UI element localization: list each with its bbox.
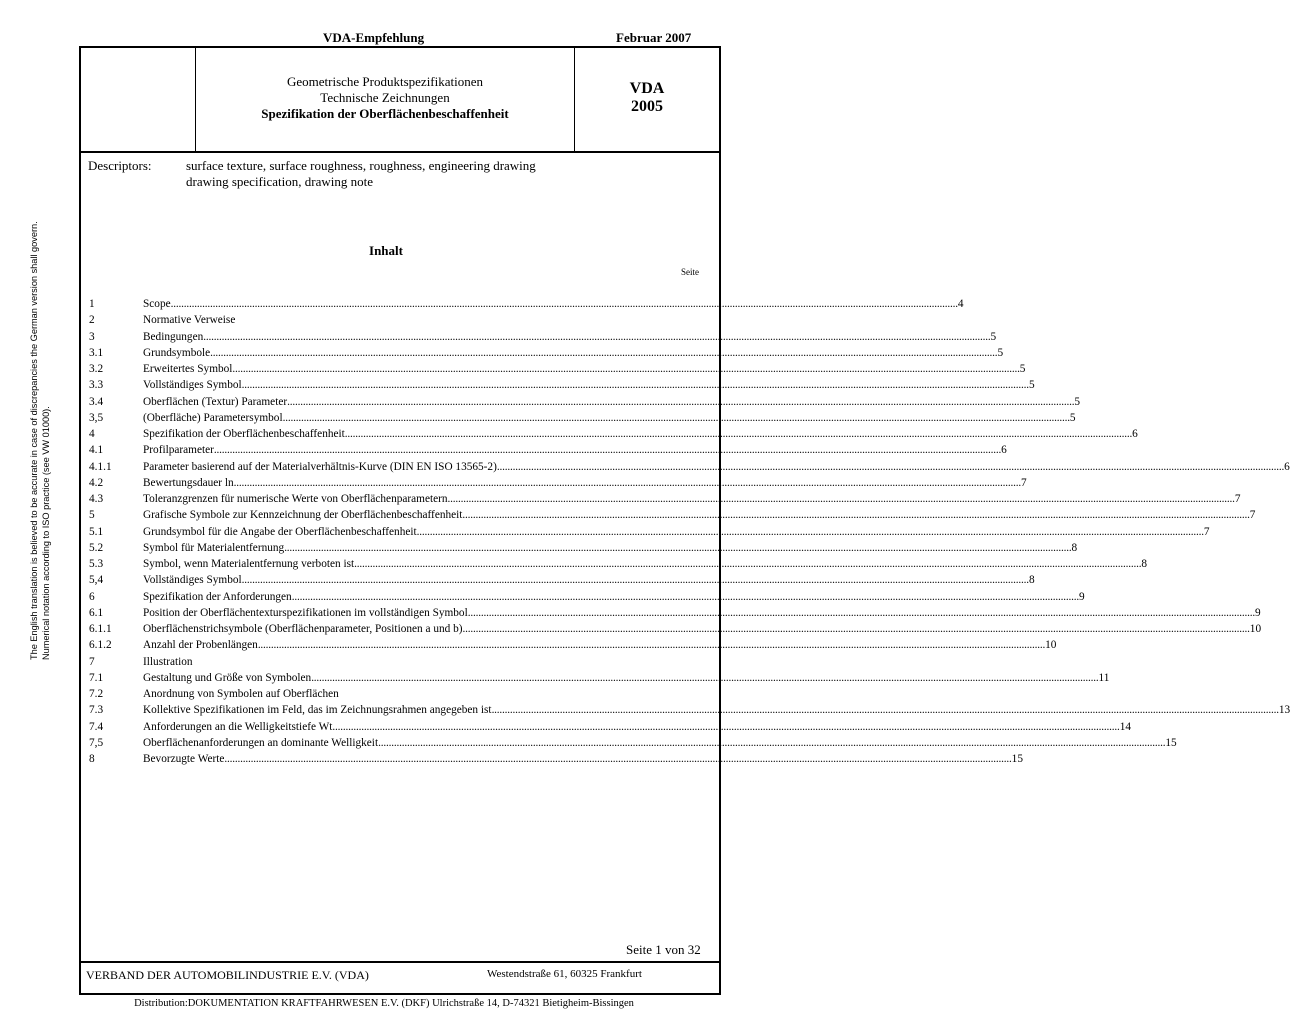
toc-entry[interactable] [89,459,1290,475]
toc-entry-number: 1 [89,298,95,310]
toc-entry-number: 8 [89,753,95,765]
footer-organization: VERBAND DER AUTOMOBILINDUSTRIE E.V. (VDA) [86,968,369,982]
toc-entry-title: Position der Oberflächentexturspezifikationen im vollständigen Symbol [143,606,468,619]
toc-entry-number: 7 [89,655,95,668]
toc-entry-leader: ............................................................................................................................................................................................................................................................................................................ [354,558,1142,570]
toc-entry-leader: ............................................................................................................................................................................................................................................................................................................ [378,736,1166,749]
toc-entry[interactable] [89,312,709,328]
descriptors-text [186,158,536,190]
toc-entry-page: 4 [957,298,964,310]
toc-entry-title: Oberflächenanforderungen an dominante Welligkeit [143,736,379,749]
toc-entry[interactable] [89,686,709,702]
toc-entry-page: 10 [1045,639,1057,652]
toc-entry-page: 7 [1203,525,1210,538]
toc-entry-page: 15 [1011,753,1023,765]
toc-entry-title: Oberflächen (Textur) Parameter [143,395,288,408]
toc-entry-title: Scope [143,298,171,310]
toc-entry[interactable] [89,605,1261,621]
toc-entry-title: Anzahl der Probenlängen [143,639,258,652]
toc-entry[interactable] [89,377,1035,393]
toc-entry-title: Erweitertes Symbol [143,363,233,375]
footer-divider [81,961,719,963]
toc-entry[interactable] [89,394,1081,410]
toc-entry[interactable] [89,702,1290,718]
toc-entry-number: 5 [89,509,95,522]
distribution-line: Distribution:DOKUMENTATION KRAFTFAHRWESEN E.V. (DKF) Ulrichstraße 14, D-74321 Bietigheim-Bissingen [134,998,634,1009]
toc-entry-leader: ............................................................................................................................................................................................................................................................................................................ [213,444,1002,457]
toc-entry-leader: ............................................................................................................................................................................................................................................................................................................ [210,346,998,359]
toc-entry[interactable] [89,719,1131,735]
toc-entry-number: 3.1 [89,346,104,359]
toc-entry-title: Anforderungen an die Welligkeitstiefe Wt [143,720,333,733]
toc-entry[interactable] [89,751,1023,767]
toc-page-column-label: Seite [681,267,699,277]
toc-entry-page: 8 [1071,541,1078,554]
toc-entry-page: 9 [1255,606,1261,619]
toc-entry-page: 5 [997,346,1004,359]
toc-entry-title: Vollständiges Symbol [143,574,242,587]
toc-entry-leader: ............................................................................................................................................................................................................................................................................................................ [496,460,1285,473]
document-frame [79,46,1290,995]
title-block-logo-cell [81,48,196,151]
toc-entry-leader: ............................................................................................................................................................................................................................................................................................................ [284,541,1072,554]
toc-entry-page: 5 [1028,379,1035,392]
toc-entry-page: 11 [1098,671,1110,684]
toc-entry[interactable] [89,296,964,312]
toc-entry-number: 7,5 [89,736,104,749]
toc-entry-leader: ............................................................................................................................................................................................................................................................................................................ [311,671,1099,684]
table-of-contents [89,296,1290,767]
toc-entry-page: 6 [1132,428,1138,440]
doc-code: VDA [629,80,665,97]
toc-entry-page: 9 [1078,590,1085,603]
toc-entry-leader: ............................................................................................................................................................................................................................................................................................................ [257,639,1046,652]
toc-entry-number: 5.3 [89,558,104,570]
toc-entry-title: Normative Verweise [143,314,236,327]
toc-entry[interactable] [89,637,1057,653]
toc-entry-page: 8 [1028,574,1035,587]
document-date-header: Februar 2007 [616,30,692,45]
toc-entry-number: 2 [89,314,95,327]
toc-entry-page: 5 [1069,411,1076,424]
toc-entry-page: 14 [1119,720,1131,733]
toc-entry-number: 6.1 [89,606,104,619]
toc-entry-number: 6 [89,590,95,603]
toc-entry[interactable] [89,670,1110,686]
toc-entry-title: Kollektive Spezifikationen im Feld, das im Zeichnungsrahmen angegeben ist [143,704,492,717]
toc-entry-leader: ............................................................................................................................................................................................................................................................................................................ [467,606,1256,619]
toc-entry[interactable] [89,507,1256,523]
toc-entry-leader: ............................................................................................................................................................................................................................................................................................................ [282,411,1070,424]
toc-entry-title: Anordnung von Symbolen auf Oberflächen [143,688,339,700]
toc-entry-title: Profilparameter [143,444,214,457]
toc-entry-title: Illustration [143,655,193,668]
title-line-3: Spezifikation der Oberflächenbeschaffenheit [261,106,509,121]
toc-entry-leader: ............................................................................................................................................................................................................................................................................................................ [344,428,1133,440]
toc-entry-title: Gestaltung und Größe von Symbolen [143,671,312,684]
toc-entry-title: Grundsymbol für die Angabe der Oberflächenbeschaffenheit [143,525,417,538]
toc-entry-leader: ............................................................................................................................................................................................................................................................................................................ [241,379,1029,392]
toc-entry-leader: ............................................................................................................................................................................................................................................................................................................ [491,704,1279,717]
toc-entry[interactable] [89,540,1078,556]
toc-entry-leader: ............................................................................................................................................................................................................................................................................................................ [462,509,1250,522]
title-block [81,48,719,153]
toc-entry-leader: ............................................................................................................................................................................................................................................................................................................ [332,720,1120,733]
toc-entry-page: 7 [1020,476,1027,489]
side-note-line-2: Numerical notation according to ISO practice (see VW 01000). [41,406,51,660]
toc-entry-page: 13 [1278,704,1290,717]
toc-entry[interactable] [89,475,1027,491]
toc-entry-leader: ............................................................................................................................................................................................................................................................................................................ [224,753,1012,765]
toc-entry-number: 4.2 [89,476,104,489]
toc-entry[interactable] [89,556,1148,572]
toc-entry-number: 6.1.1 [89,623,112,635]
toc-entry-leader: ............................................................................................................................................................................................................................................................................................................ [203,330,991,343]
toc-entry-leader: ............................................................................................................................................................................................................................................................................................................ [287,395,1075,408]
toc-entry-number: 7.3 [89,704,104,717]
toc-entry-leader: ............................................................................................................................................................................................................................................................................................................ [232,363,1020,375]
toc-entry-leader: ............................................................................................................................................................................................................................................................................................................ [233,476,1021,489]
toc-entry-number: 4.1 [89,444,104,457]
toc-entry[interactable] [89,621,1262,637]
descriptors-label: Descriptors: [88,158,152,173]
toc-entry[interactable] [89,442,1007,458]
toc-entry-leader: ............................................................................................................................................................................................................................................................................................................ [447,493,1235,505]
toc-entry-page: 5 [1074,395,1081,408]
toc-entry-page: 5 [1019,363,1026,375]
title-block-title-cell [196,48,575,151]
descriptors-line-2: drawing specification, drawing note [186,174,373,189]
toc-entry-number: 4 [89,428,95,440]
toc-entry-number: 3.4 [89,395,104,408]
toc-entry-title: Parameter basierend auf der Materialverhältnis-Kurve (DIN EN ISO 13565-2) [143,460,497,473]
translation-side-note [28,190,52,660]
toc-entry-number: 5.2 [89,541,104,554]
toc-entry-title: Bewertungsdauer ln [143,476,234,489]
toc-entry-title: Bedingungen [143,330,204,343]
toc-entry[interactable] [89,329,997,345]
toc-entry-leader: ............................................................................................................................................................................................................................................................................................................ [241,574,1029,587]
document-type-header: VDA-Empfehlung [323,30,425,45]
toc-entry-leader: ............................................................................................................................................................................................................................................................................................................ [416,525,1204,538]
toc-entry-page: 6 [1001,444,1007,457]
toc-entry-number: 5.1 [89,525,104,538]
toc-entry-leader: ............................................................................................................................................................................................................................................................................................................ [291,590,1079,603]
toc-entry-page: 5 [990,330,997,343]
toc-entry-page: 7 [1234,493,1241,505]
toc-entry-title: (Oberfläche) Parametersymbol [143,411,283,424]
footer-address: Westendstraße 61, 60325 Frankfurt [487,968,642,980]
toc-entry-page: 15 [1165,736,1177,749]
toc-entry-number: 7.4 [89,720,104,733]
toc-entry-number: 3.2 [89,363,104,375]
toc-entry-leader: ............................................................................................................................................................................................................................................................................................................ [462,623,1250,635]
descriptors-line-1: surface texture, surface roughness, roughness, engineering drawing [186,158,536,173]
toc-entry[interactable] [89,654,709,670]
toc-entry-number: 6.1.2 [89,639,112,652]
toc-entry-title: Oberflächenstrichsymbole (Oberflächenparameter, Positionen a und b) [143,623,463,635]
side-note-line-1: The English translation is believed to be accurate in case of discrepancies the German version shall govern. [29,221,39,660]
toc-entry-number: 7.1 [89,671,104,684]
toc-entry-page: 6 [1284,460,1290,473]
toc-entry[interactable] [89,345,1004,361]
toc-entry-number: 7.2 [89,688,104,700]
toc-entry-title: Spezifikation der Oberflächenbeschaffenheit [143,428,345,440]
toc-entry-leader: ............................................................................................................................................................................................................................................................................................................ [170,298,958,310]
toc-entry-page: 7 [1249,509,1256,522]
toc-entry-page: 8 [1141,558,1148,570]
toc-entry[interactable] [89,426,1138,442]
toc-entry-number: 4.1.1 [89,460,112,473]
toc-entry-page: 10 [1249,623,1262,635]
toc-heading: Inhalt [369,243,403,258]
doc-number: 2005 [631,98,663,115]
toc-entry[interactable] [89,410,1076,426]
toc-entry-number: 4.3 [89,493,104,505]
toc-entry-title: Bevorzugte Werte [143,753,225,765]
toc-entry-title: Symbol für Materialentfernung [143,541,285,554]
title-block-code-cell [575,48,719,151]
toc-entry-title: Grundsymbole [143,346,211,359]
toc-entry-title: Symbol, wenn Materialentfernung verboten ist [143,558,355,570]
toc-entry-title: Toleranzgrenzen für numerische Werte von Oberflächenparametern [143,493,448,505]
toc-entry-number: 3.3 [89,379,104,392]
title-line-1: Geometrische Produktspezifikationen [286,74,484,89]
toc-entry-title: Spezifikation der Anforderungen [143,590,292,603]
page-number: Seite 1 von 32 [626,942,701,957]
toc-entry-number: 5,4 [89,574,104,587]
toc-entry[interactable] [89,491,1241,507]
toc-entry[interactable] [89,572,1035,588]
toc-entry[interactable] [89,735,1177,751]
toc-entry-number: 3 [89,330,95,343]
title-line-2: Technische Zeichnungen [320,90,450,105]
toc-entry[interactable] [89,361,1026,377]
toc-entry-title: Vollständiges Symbol [143,379,242,392]
toc-entry-title: Grafische Symbole zur Kennzeichnung der Oberflächenbeschaffenheit [143,509,463,522]
toc-entry[interactable] [89,589,1085,605]
toc-entry-number: 3,5 [89,411,104,424]
toc-entry[interactable] [89,524,1210,540]
